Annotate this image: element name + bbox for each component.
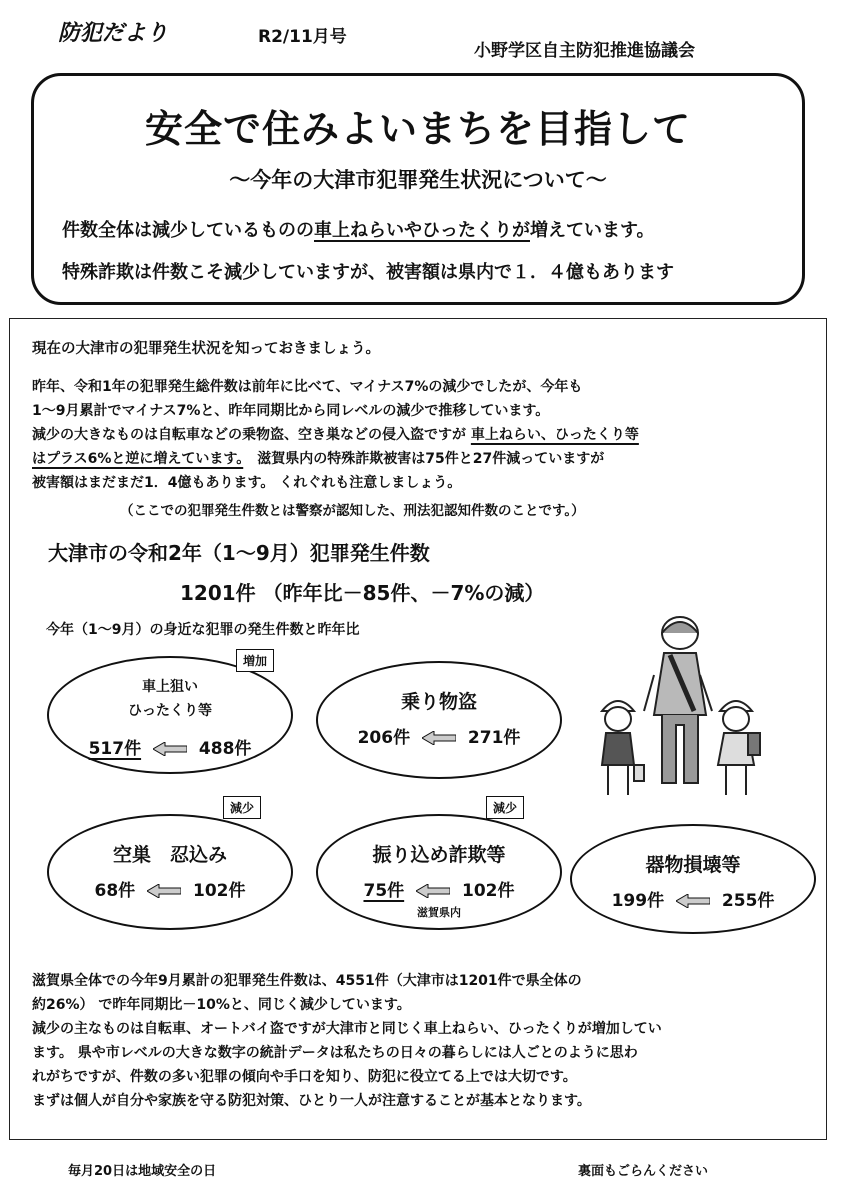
decrease-tag: 減少: [486, 796, 524, 819]
paragraph-line: まずは個人が自分や家族を守る防犯対策、ひとり一人が注意することが基本となります。: [32, 1093, 591, 1109]
this-year-count: 517件: [88, 739, 142, 759]
paragraph-line: 被害額はまだまだ1．4億もあります。 くれぐれも注意しましょう。: [32, 475, 462, 491]
main-title: 安全で住みよいまちを目指して: [144, 107, 691, 151]
paragraph-line: 滋賀県全体での今年9月累計の犯罪発生件数は、4551件（大津市は1201件で県全体の: [32, 973, 582, 989]
crime-count: [318, 876, 560, 901]
last-year-count: 271件: [467, 728, 521, 748]
left-arrow-icon: [153, 742, 187, 756]
region-note: 滋賀県内: [417, 906, 461, 919]
crime-oval-burglary: [47, 814, 293, 930]
newsletter-title: 防犯だより: [58, 21, 169, 46]
crime-oval-fraud: [316, 814, 562, 930]
decrease-tag: 減少: [223, 796, 261, 819]
increase-tag: 増加: [236, 649, 274, 672]
left-arrow-icon: [422, 731, 456, 745]
last-year-count: 255件: [721, 891, 775, 911]
paragraph-line: ます。 県や市レベルの大きな数字の統計データは私たちの日々の暮らしには人ごとのように思わ: [32, 1045, 638, 1061]
left-arrow-icon: [416, 884, 450, 898]
paragraph-underline: 車上ねらい、ひったくり等: [470, 427, 639, 443]
adult-figure: [644, 617, 712, 783]
crime-count: [572, 886, 814, 911]
lead-line-1-post: 増えています。: [530, 220, 655, 241]
crime-oval-vehicle-theft: [47, 656, 293, 774]
last-year-count: 102件: [193, 881, 246, 901]
last-year-count: 488件: [198, 739, 252, 759]
paragraph-line: [32, 447, 639, 471]
paragraph-line: れがちですが、件数の多い犯罪の傾向や手口を知り、防犯に役立てる上では大切です。: [32, 1069, 577, 1085]
total-count: 1201件 （昨年比－85件、－7%の減）: [180, 581, 545, 605]
subtitle: ～今年の大津市犯罪発生状況について～: [229, 168, 607, 192]
this-year-count: 68件: [94, 881, 136, 901]
paragraph-line-post: 滋賀県内の特殊詐欺被害は75件と27件減っていますが: [243, 451, 605, 467]
paragraph-line: 1～9月累計でマイナス7%と、昨年同期比から同レベルの減少で推移しています。: [32, 403, 550, 419]
paragraph-line: 減少の主なものは自転車、オートバイ盗ですが大津市と同じく車上ねらい、ひったくりが増加してい: [32, 1021, 662, 1037]
left-arrow-icon: [676, 894, 710, 908]
crime-name-line2: ひったくり等: [128, 703, 212, 719]
intro-text: 現在の大津市の犯罪発生状況を知っておきましょう。: [32, 341, 380, 357]
crime-name: 器物損壊等: [645, 854, 741, 876]
crime-oval-bicycle-theft: [316, 661, 562, 779]
footer-note-left: 毎月20日は地域安全の日: [68, 1164, 217, 1179]
left-arrow-icon: [147, 884, 181, 898]
crime-count: [49, 876, 291, 901]
this-year-count: 206件: [357, 728, 411, 748]
lead-line-1: [62, 216, 655, 242]
total-heading: 大津市の令和2年（1～9月）犯罪発生件数: [48, 541, 430, 565]
crime-name: 空巣 忍込み: [112, 844, 227, 866]
paragraph-line: 昨年、令和1年の犯罪発生総件数は前年に比べて、マイナス7%の減少でしたが、今年も: [32, 379, 583, 395]
paragraph-line-pre: 減少の大きなものは自転車などの乗物盗、空き巣などの侵入盗ですが: [32, 427, 471, 443]
main-paragraph: [32, 375, 639, 495]
bottom-paragraph: [32, 969, 662, 1113]
paragraph-underline: はプラス6%と逆に増えています。: [32, 451, 244, 467]
organization-name: 小野学区自主防犯推進協議会: [474, 41, 695, 61]
section-label: 今年（1～9月）の身近な犯罪の発生件数と昨年比: [46, 622, 360, 638]
footer-note-right: 裏面もごらんください: [578, 1164, 709, 1179]
definition-note: （ここでの犯罪発生件数とは警察が認知した、刑法犯認知件数のことです。）: [120, 503, 585, 519]
crime-name-line1: 車上狙い: [142, 679, 198, 695]
lead-line-2: 特殊詐欺は件数こそ減少していますが、被害額は県内で１．４億もあります: [62, 262, 674, 283]
child-left-figure: [602, 701, 644, 795]
crime-name: 振り込め詐欺等: [372, 844, 506, 866]
lead-line-1-pre: 件数全体は減少しているものの: [62, 220, 314, 241]
crime-count: [318, 723, 560, 748]
child-right-figure: [718, 701, 760, 795]
crime-name: 乗り物盗: [400, 691, 477, 713]
headline-box: [31, 73, 805, 305]
lead-line-1-underlined: 車上ねらいやひったくりが: [314, 220, 530, 241]
paragraph-line: 約26%） で昨年同期比－10%と、同じく減少しています。: [32, 997, 411, 1013]
patrol-illustration: [592, 615, 792, 805]
last-year-count: 102件: [462, 881, 515, 901]
this-year-count: 199件: [611, 891, 665, 911]
this-year-count: 75件: [363, 881, 405, 901]
issue-label: R2/11月号: [258, 27, 347, 47]
crime-count: [49, 734, 291, 759]
crime-oval-vandalism: [570, 824, 816, 934]
paragraph-line: [32, 423, 639, 447]
